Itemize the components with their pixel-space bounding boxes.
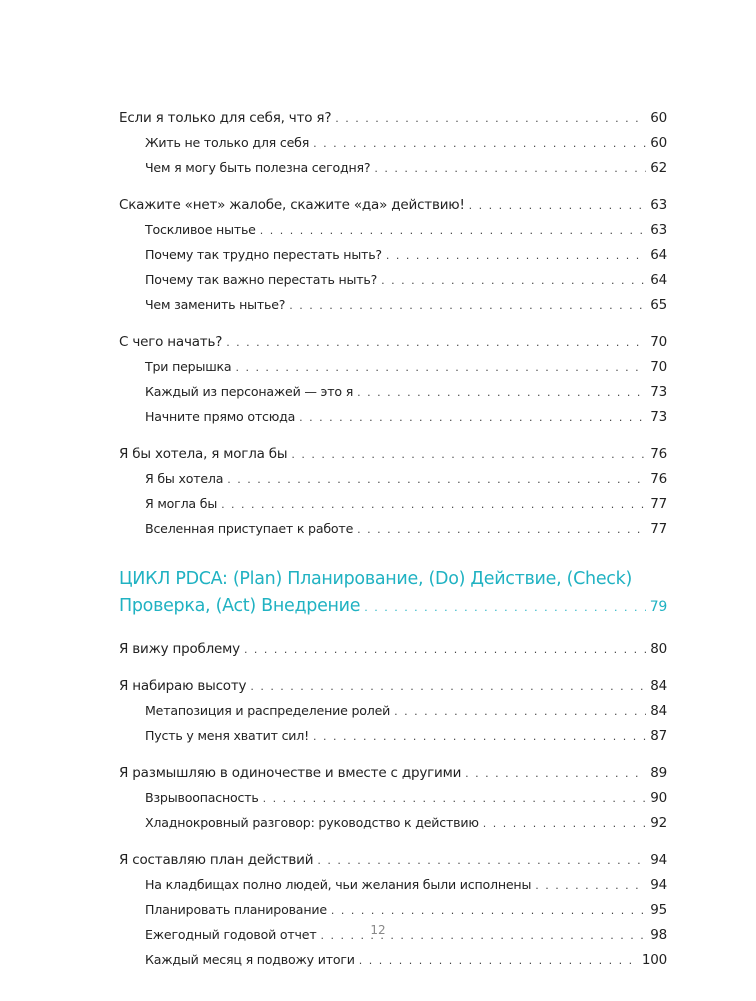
dot-leader bbox=[227, 468, 646, 492]
toc-subentry[interactable] bbox=[119, 243, 667, 268]
toc-subentry[interactable] bbox=[119, 948, 667, 973]
entry-page-number: 65 bbox=[650, 297, 667, 313]
dot-leader bbox=[221, 493, 646, 517]
entry-page-number: 60 bbox=[650, 135, 667, 151]
toc-entry[interactable] bbox=[119, 442, 667, 467]
toc-subentry[interactable] bbox=[119, 355, 667, 380]
entry-page-number: 70 bbox=[650, 334, 667, 350]
entry-page-number: 100 bbox=[641, 952, 667, 968]
entry-title: Почему так важно перестать ныть? bbox=[145, 272, 378, 287]
dot-leader bbox=[357, 381, 646, 405]
dot-leader bbox=[244, 638, 646, 662]
toc-chapter bbox=[119, 761, 667, 836]
entry-title: Я бы хотела bbox=[145, 471, 224, 486]
dot-leader bbox=[313, 725, 646, 749]
entry-page-number: 64 bbox=[650, 247, 667, 263]
toc-chapter bbox=[119, 848, 667, 973]
entry-page-number: 60 bbox=[650, 110, 667, 126]
entry-title: Пусть у меня хватит сил! bbox=[145, 728, 309, 743]
entry-title: Я набираю высоту bbox=[119, 678, 247, 694]
entry-title: Жить не только для себя bbox=[145, 135, 310, 150]
toc-subentry[interactable] bbox=[119, 467, 667, 492]
entry-title: Я вижу проблему bbox=[119, 641, 240, 657]
entry-title: Чем я могу быть полезна сегодня? bbox=[145, 160, 371, 175]
toc-section-a bbox=[119, 106, 667, 542]
dot-leader bbox=[299, 406, 646, 430]
entry-page-number: 63 bbox=[650, 197, 667, 213]
toc-chapter bbox=[119, 674, 667, 749]
entry-title: Ежегодный годовой отчет bbox=[145, 927, 317, 942]
entry-page-number: 92 bbox=[650, 815, 667, 831]
toc-chapter bbox=[119, 193, 667, 318]
entry-title: Взрывоопасность bbox=[145, 790, 259, 805]
dot-leader bbox=[260, 219, 646, 243]
toc-subentry[interactable] bbox=[119, 492, 667, 517]
entry-title: Тоскливое нытье bbox=[145, 222, 256, 237]
dot-leader bbox=[335, 107, 646, 131]
dot-leader bbox=[250, 675, 646, 699]
dot-leader bbox=[235, 356, 646, 380]
table-of-contents bbox=[119, 106, 667, 985]
dot-leader bbox=[226, 331, 646, 355]
toc-entry[interactable] bbox=[119, 674, 667, 699]
toc-subentry[interactable] bbox=[119, 873, 667, 898]
toc-chapter bbox=[119, 330, 667, 430]
entry-page-number: 76 bbox=[650, 471, 667, 487]
entry-page-number: 80 bbox=[650, 641, 667, 657]
entry-title: Если я только для себя, что я? bbox=[119, 110, 332, 126]
entry-page-number: 76 bbox=[650, 446, 667, 462]
entry-title: С чего начать? bbox=[119, 334, 223, 350]
entry-title: Скажите «нет» жалобе, скажите «да» действию! bbox=[119, 197, 465, 213]
part-title-line-1: ЦИКЛ PDCA: (Plan) Планирование, (Do) Действие, (Check) bbox=[119, 569, 632, 589]
entry-page-number: 94 bbox=[650, 877, 667, 893]
toc-part-heading[interactable] bbox=[119, 566, 667, 621]
entry-title: Вселенная приступает к работе bbox=[145, 521, 354, 536]
entry-page-number: 73 bbox=[650, 409, 667, 425]
entry-title: Планировать планирование bbox=[145, 902, 327, 917]
entry-page-number: 70 bbox=[650, 359, 667, 375]
entry-title: Хладнокровный разговор: руководство к действию bbox=[145, 815, 479, 830]
entry-title: Чем заменить нытье? bbox=[145, 297, 286, 312]
dot-leader bbox=[331, 899, 646, 923]
toc-entry[interactable] bbox=[119, 637, 667, 662]
entry-title: Метапозиция и распределение ролей bbox=[145, 703, 391, 718]
toc-entry[interactable] bbox=[119, 761, 667, 786]
entry-page-number: 77 bbox=[650, 496, 667, 512]
dot-leader bbox=[394, 700, 646, 724]
dot-leader bbox=[359, 949, 638, 973]
toc-subentry[interactable] bbox=[119, 898, 667, 923]
entry-page-number: 87 bbox=[650, 728, 667, 744]
dot-leader bbox=[465, 762, 646, 786]
entry-title: Начните прямо отсюда bbox=[145, 409, 296, 424]
entry-title: Почему так трудно перестать ныть? bbox=[145, 247, 382, 262]
entry-page-number: 64 bbox=[650, 272, 667, 288]
toc-chapter bbox=[119, 106, 667, 181]
entry-title: Три перышка bbox=[145, 359, 232, 374]
dot-leader bbox=[263, 787, 647, 811]
entry-title: Я могла бы bbox=[145, 496, 218, 511]
toc-subentry[interactable] bbox=[119, 724, 667, 749]
dot-leader bbox=[291, 443, 646, 467]
toc-subentry[interactable] bbox=[119, 156, 667, 181]
toc-subentry[interactable] bbox=[119, 131, 667, 156]
entry-page-number: 84 bbox=[650, 678, 667, 694]
dot-leader bbox=[364, 594, 646, 621]
toc-subentry[interactable] bbox=[119, 405, 667, 430]
toc-subentry[interactable] bbox=[119, 786, 667, 811]
entry-page-number: 94 bbox=[650, 852, 667, 868]
entry-title: Каждый из персонажей — это я bbox=[145, 384, 354, 399]
entry-title: Я размышляю в одиночестве и вместе с другими bbox=[119, 765, 462, 781]
dot-leader bbox=[357, 518, 646, 542]
page-number: 12 bbox=[370, 923, 386, 937]
entry-page-number: 77 bbox=[650, 521, 667, 537]
dot-leader bbox=[289, 294, 646, 318]
entry-page-number: 62 bbox=[650, 160, 667, 176]
entry-title: Я составляю план действий bbox=[119, 852, 314, 868]
dot-leader bbox=[386, 244, 646, 268]
entry-title: На кладбищах полно людей, чьи желания были исполнены bbox=[145, 877, 532, 892]
toc-entry[interactable] bbox=[119, 193, 667, 218]
entry-title: Я бы хотела, я могла бы bbox=[119, 446, 288, 462]
toc-subentry[interactable] bbox=[119, 380, 667, 405]
toc-entry[interactable] bbox=[119, 330, 667, 355]
dot-leader bbox=[374, 157, 646, 181]
dot-leader bbox=[381, 269, 646, 293]
entry-title: Каждый месяц я подвожу итоги bbox=[145, 952, 355, 967]
toc-subentry[interactable] bbox=[119, 218, 667, 243]
dot-leader bbox=[469, 194, 647, 218]
toc-subentry[interactable] bbox=[119, 268, 667, 293]
entry-page-number: 84 bbox=[650, 703, 667, 719]
dot-leader bbox=[313, 132, 646, 156]
entry-page-number: 95 bbox=[650, 902, 667, 918]
part-page-number: 79 bbox=[649, 599, 667, 615]
toc-subentry[interactable] bbox=[119, 699, 667, 724]
toc-subentry[interactable] bbox=[119, 811, 667, 836]
entry-page-number: 98 bbox=[650, 927, 667, 943]
entry-page-number: 73 bbox=[650, 384, 667, 400]
toc-subentry[interactable] bbox=[119, 517, 667, 542]
toc-chapter bbox=[119, 442, 667, 542]
dot-leader bbox=[535, 874, 646, 898]
entry-page-number: 90 bbox=[650, 790, 667, 806]
toc-subentry[interactable] bbox=[119, 293, 667, 318]
part-title-line-2: Проверка, (Act) Внедрение bbox=[119, 596, 361, 616]
dot-leader bbox=[317, 849, 646, 873]
entry-page-number: 63 bbox=[650, 222, 667, 238]
dot-leader bbox=[483, 812, 646, 836]
entry-page-number: 89 bbox=[650, 765, 667, 781]
toc-chapter bbox=[119, 637, 667, 662]
toc-entry[interactable] bbox=[119, 848, 667, 873]
toc-entry[interactable] bbox=[119, 106, 667, 131]
